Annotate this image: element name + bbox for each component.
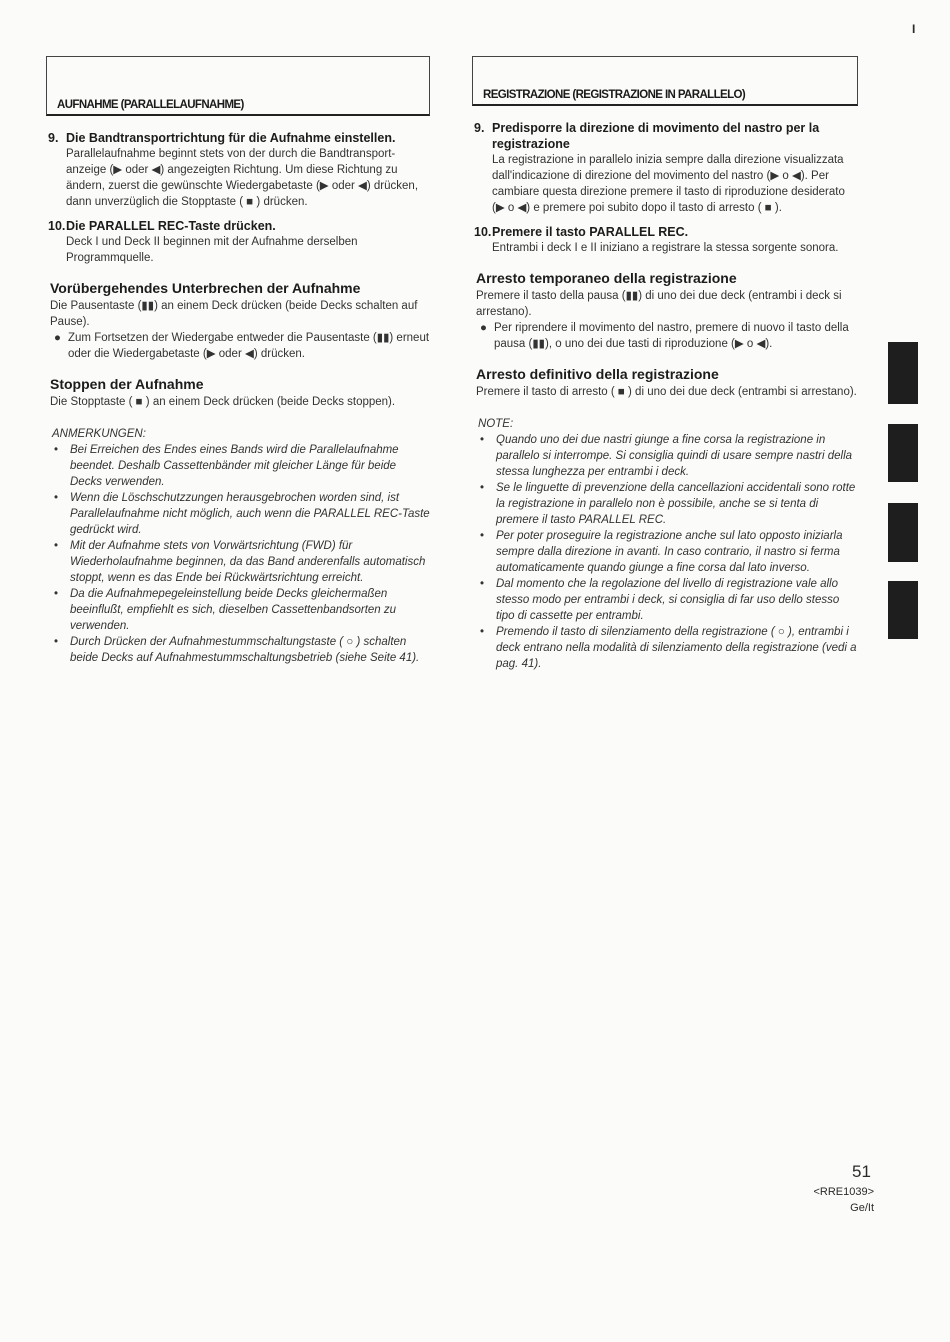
italian-header-box [472, 56, 858, 106]
italian-note: • Se le linguette di prevenzione della cancellazioni accidentali sono rotte la registrazione in parallelo non è possibile, anche se si tenta di premere il tasto PARALLEL REC. [480, 482, 856, 526]
italian-note: • Per poter proseguire la registrazione anche sul lato opposto iniziarla sempre dalla direzione in avanti. In caso contrario, il nastro si ferma automaticamente quando giunge a fine corsa dal lato inverso. [480, 530, 843, 574]
corner-mark: I [912, 22, 916, 36]
german-note: • Wenn die Löschschutzzungen herausgebrochen worden sind, ist Parallelaufnahme nicht möglich, auch wenn die PARALLEL REC-Taste gedrückt wird. [54, 492, 430, 536]
document-code: <RRE1039> [813, 1186, 874, 1198]
language-tab-marker [888, 342, 918, 404]
step-body: Parallelaufnahme beginnt stets von der durch die Bandtransport-anzeige (▶ oder ◀) angezeigten Richtung. Um diese Richtung zu ändern, zuerst die gewünschte Wiedergabetaste (▶ oder ◀) drücken, dann unverzüglich die Stopptaste ( ■ ) drücken. [66, 148, 419, 208]
step-title: Premere il tasto PARALLEL REC. [492, 225, 689, 239]
bullet-icon: • [54, 444, 59, 456]
language-tab-marker [888, 503, 918, 562]
step-number: 9. [474, 121, 485, 135]
german-note: • Da die Aufnahmepegeleinstellung beide Decks gleichermaßen beeinflußt, empfiehlt es sich, dieselben Cassettenbandsorten zu verwenden. [54, 588, 397, 632]
bullet-icon: • [480, 482, 485, 494]
italian-step-10 [472, 224, 858, 256]
german-pause-bullet: ● Zum Fortsetzen der Wiedergabe entweder die Pausentaste (▮▮) erneut oder die Wiedergabetaste (▶ oder ◀) drücken. [54, 332, 430, 360]
step-title: Die PARALLEL REC-Taste drücken. [66, 219, 276, 233]
german-notes-title: ANMERKUNGEN: [52, 428, 146, 440]
step-body: La registrazione in parallelo inizia sempre dalla direzione visualizzata dall'indicazione di direzione del movimento del nastro (▶ o ◀). Per cambiare questa direzione premere il tasto di riproduzione desiderato (▶ o ◀) e premere poi subito dopo il tasto di arresto ( ■ ). [492, 154, 845, 214]
italian-stop-heading: Arresto definitivo della registrazione [476, 366, 719, 382]
german-column [46, 56, 430, 666]
german-stop-heading: Stoppen der Aufnahme [50, 376, 204, 392]
german-pause-text: Die Pausentaste (▮▮) an einem Deck drücken (beide Decks schalten auf Pause). [50, 300, 418, 328]
bullet-icon: • [54, 540, 59, 552]
german-header-title: AUFNAHME (PARALLELAUFNAHME) [57, 99, 244, 111]
german-pause-heading: Vorübergehendes Unterbrechen der Aufnahme [50, 280, 361, 296]
step-number: 10. [48, 219, 66, 233]
bullet-icon: • [480, 434, 485, 446]
language-tab-marker [888, 424, 918, 482]
italian-note: • Dal momento che la regolazione del livello di registrazione vale allo stesso modo per entrambi i deck, si consiglia di far uso dello stesso tipo di cassette per entrambi. [480, 578, 840, 622]
step-title: Predisporre la direzione di movimento del nastro per la registrazione [492, 121, 820, 151]
italian-header-title: REGISTRAZIONE (REGISTRAZIONE IN PARALLELO) [483, 89, 746, 101]
bullet-icon: • [480, 578, 485, 590]
german-header-box [46, 56, 430, 116]
german-note: • Durch Drücken der Aufnahmestummschaltungstaste ( ○ ) schalten beide Decks auf Aufnahmestummschaltungsbetrieb (siehe Seite 41). [54, 636, 420, 664]
german-note: • Bei Erreichen des Endes eines Bands wird die Parallelaufnahme beendet. Deshalb Cassettenbänder mit gleicher Länge für beide Decks verwenden. [54, 444, 399, 488]
italian-notes-title: NOTE: [478, 418, 514, 430]
bullet-icon: • [54, 588, 59, 600]
language-tab-marker [888, 581, 918, 639]
german-step-9 [46, 130, 430, 210]
language-code: Ge/It [850, 1202, 874, 1214]
italian-note: • Premendo il tasto di silenziamento della registrazione ( ○ ), entrambi i deck entrano nella modalità di silenziamento della registrazione (vedi a pag. 41). [480, 626, 857, 670]
step-body: Deck I und Deck II beginnen mit der Aufnahme derselben Programmquelle. [66, 236, 358, 264]
step-number: 10. [474, 225, 492, 239]
italian-stop-text: Premere il tasto di arresto ( ■ ) di uno dei due deck (entrambi si arrestano). [476, 386, 857, 398]
step-title: Die Bandtransportrichtung für die Aufnahme einstellen. [66, 131, 396, 145]
italian-pause-bullet: ● Per riprendere il movimento del nastro, premere di nuovo il tasto della pausa (▮▮), o uno dei due tasti di riproduzione (▶ o ◀). [480, 322, 849, 350]
german-step-10 [46, 218, 430, 266]
step-body: Entrambi i deck I e II iniziano a registrare la stessa sorgente sonora. [492, 242, 839, 254]
italian-pause-heading: Arresto temporaneo della registrazione [476, 270, 737, 286]
bullet-icon: • [480, 530, 485, 542]
italian-step-9 [472, 120, 858, 216]
page-number: 51 [852, 1162, 871, 1181]
bullet-icon: • [54, 636, 59, 648]
bullet-icon: ● [54, 332, 61, 344]
italian-column [472, 56, 858, 672]
step-number: 9. [48, 131, 59, 145]
italian-note: • Quando uno dei due nastri giunge a fine corsa la registrazione in parallelo si interrompe. Si consiglia quindi di usare sempre nastri della stessa lunghezza per entrambi i deck. [480, 434, 853, 478]
bullet-icon: • [54, 492, 59, 504]
german-note: • Mit der Aufnahme stets von Vorwärtsrichtung (FWD) für Wiederholaufnahme beginnen, da das Band anderenfalls automatisch stoppt, wenn es das Ende bei Rückwärtsrichtung erreicht. [54, 540, 426, 584]
bullet-icon: • [480, 626, 485, 638]
italian-pause-text: Premere il tasto della pausa (▮▮) di uno dei due deck (entrambi i deck si arrestano). [476, 290, 842, 318]
german-stop-text: Die Stopptaste ( ■ ) an einem Deck drücken (beide Decks stoppen). [50, 396, 396, 408]
bullet-icon: ● [480, 322, 487, 334]
